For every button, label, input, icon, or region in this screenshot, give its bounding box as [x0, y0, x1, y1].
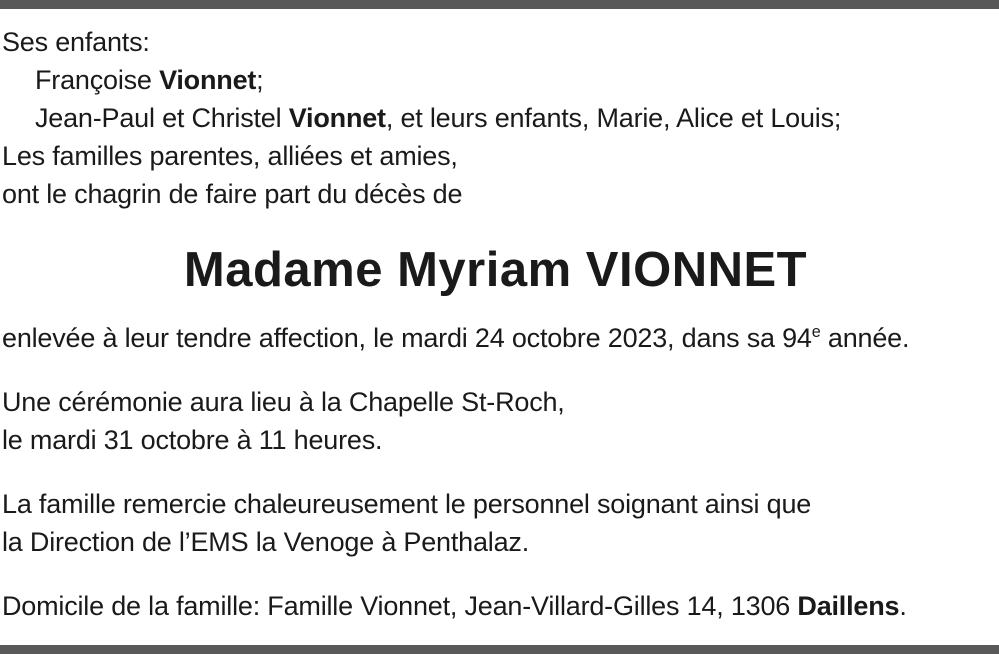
top-rule-divider	[0, 0, 999, 9]
thanks-block	[2, 485, 995, 561]
family-address-text: Domicile de la famille: Famille Vionnet, Jean-Villard-Gilles 14, 1306	[2, 591, 798, 621]
family-address-suffix: .	[899, 591, 907, 621]
thanks-line-1: La famille remercie chaleureusement le personnel soignant ainsi que	[2, 489, 812, 519]
child-2-surname: Vionnet	[288, 103, 386, 133]
child-2-given-names: Jean-Paul et Christel	[35, 103, 289, 133]
ceremony-line-2: le mardi 31 octobre à 11 heures.	[2, 425, 383, 455]
ordinal-suffix: e	[811, 323, 821, 341]
address-block	[2, 587, 995, 625]
child-entry-2	[2, 99, 995, 137]
ceremony-line-1: Une cérémonie aura lieu à la Chapelle St-Roch,	[2, 387, 565, 417]
announcement-line: ont le chagrin de faire part du décès de	[2, 179, 463, 209]
thanks-line-2: la Direction de l’EMS la Venoge à Penthalaz.	[2, 527, 530, 557]
child-1-suffix: ;	[256, 65, 264, 95]
ceremony-block	[2, 383, 995, 459]
child-entry-1	[2, 61, 995, 99]
notice-content	[0, 9, 999, 645]
death-details-text: enlevée à leur tendre affection, le mardi 24 octobre 2023, dans sa 94	[2, 323, 812, 353]
children-label: Ses enfants:	[2, 27, 150, 57]
deceased-name: Madame Myriam VIONNET	[183, 243, 808, 297]
bottom-rule-divider	[0, 645, 999, 654]
family-address-city: Daillens	[797, 591, 900, 621]
child-2-suffix: , et leurs enfants, Marie, Alice et Louis;	[385, 103, 842, 133]
child-1-surname: Vionnet	[159, 65, 257, 95]
family-address-line	[2, 587, 995, 625]
families-line: Les familles parentes, alliées et amies,	[2, 141, 458, 171]
child-1-given-name: Françoise	[35, 65, 160, 95]
death-details-text-end: année.	[820, 323, 910, 353]
death-details-line	[2, 319, 995, 357]
